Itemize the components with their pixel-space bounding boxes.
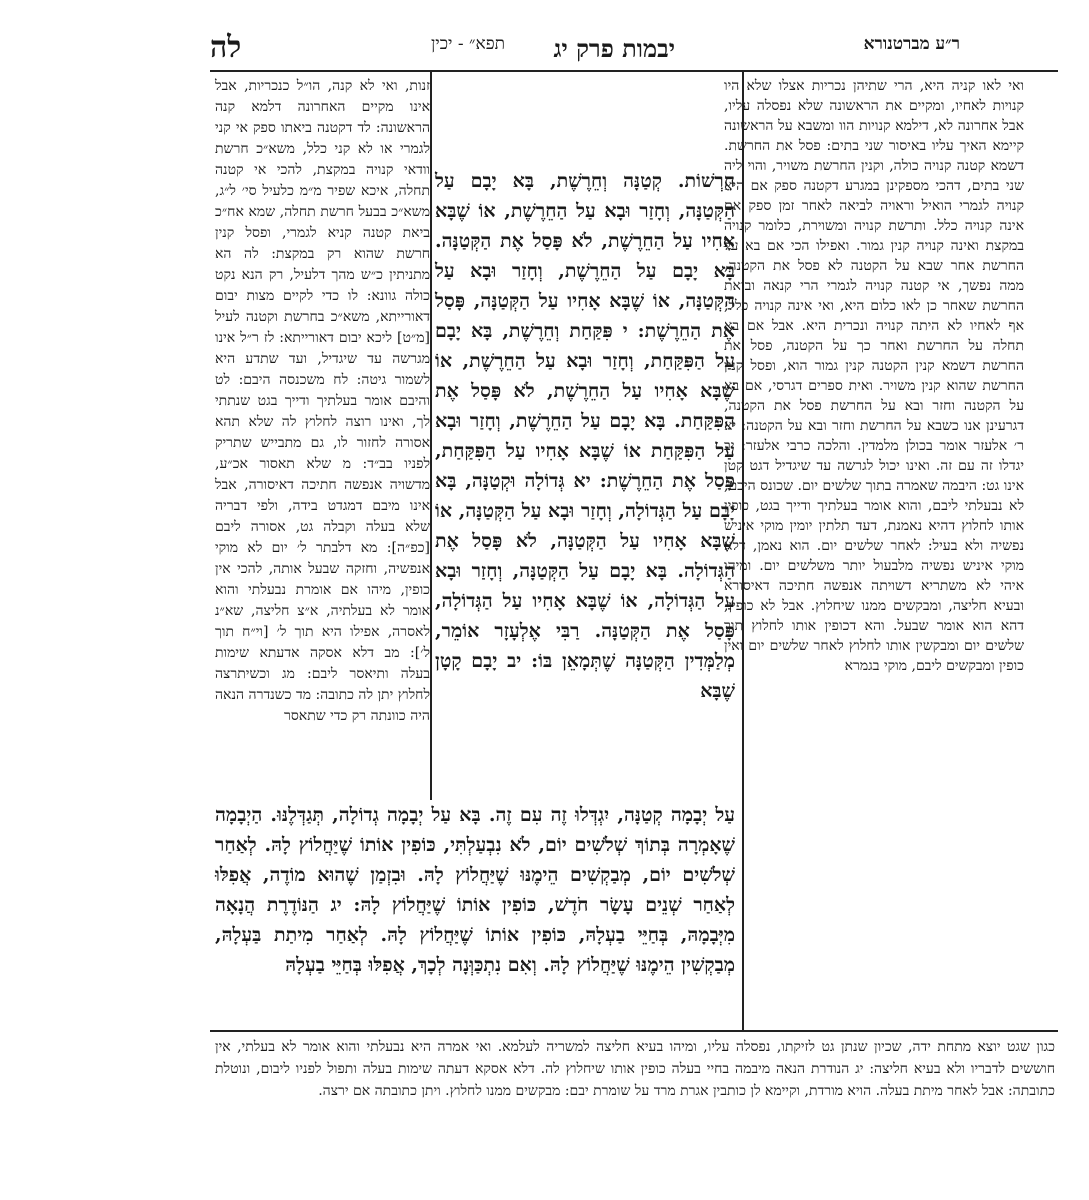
- mishnah-main-text: חֵרְשׁוֹת. קְטַנָּה וְחֵרֶשֶׁת, בָּא יָבָם עַל הַקְּטַנָּה, וְחָזַר וּבָא עַל הַחֵרֶשֶׁת, אוֹ שֶׁבָּא אָחִיו עַל הַחֵרֶשֶׁת, לֹא פָּסַל אֶת הַקְּטַנָּה. בָּא יָבָם עַל הַחֵרֶשֶׁת, וְחָזַר וּבָא עַל הַקְּטַנָּה, אוֹ שֶׁבָּא אָחִיו עַל הַקְּטַנָּה, פָּסַל אֶת הַחֵרֶשֶׁת: י פִּקַּחַת וְחֵרֶשֶׁת, בָּא יָבָם עַל הַפִּקַּחַת, וְחָזַר וּבָא עַל הַחֵרֶשֶׁת, אוֹ שֶׁבָּא אָחִיו עַל הַחֵרֶשֶׁת, לֹא פָּסַל אֶת הַפִּקַּחַת. בָּא יָבָם עַל הַחֵרֶשֶׁת, וְחָזַר וּבָא עַל הַפִּקַּחַת אוֹ שֶׁבָּא אָחִיו עַל הַפִּקַּחַת, פָּסַל אֶת הַחֵרֶשֶׁת: יא גְּדוֹלָה וּקְטַנָּה, בָּא יָבָם עַל הַגְּדוֹלָה, וְחָזַר וּבָא עַל הַקְּטַנָּה, אוֹ שֶׁבָּא אָחִיו עַל הַקְּטַנָּה, לֹא פָּסַל אֶת הַגְּדוֹלָה. בָּא יָבָם עַל הַקְּטַנָּה, וְחָזַר וּבָא עַל הַגְּדוֹלָה, אוֹ שֶׁבָּא אָחִיו עַל הַגְּדוֹלָה, פָּסַל אֶת הַקְּטַנָּה. רַבִּי אֶלְעָזָר אוֹמֵר, מְלַמְּדִין הַקְּטַנָּה שֶׁתְּמָאֵן בּוֹ: יב יָבָם קָטָן שֶׁבָּא: [435, 170, 735, 702]
- tractate-chapter-title: יבמות פרק יג: [553, 34, 675, 63]
- bottom-rule: [210, 1030, 1058, 1032]
- commentary-left-text: זנות, ואי לא קנה, הו״ל כנכריות, אבל אינו מקיים האחרונה דלמא קנה הראשונה: לד דקטנה ביאתו ספק אי קני לגמרי או לא קני כלל, משא״כ חרשת וודאי קנויה במקצת, להכי אי קטנה תחלה, איכא שפיר מ״מ כלעיל סי׳ ל״ג, משא״כ בבעל חרשת תחלה, שמא אח״כ ביאת קטנה קניא לגמרי, ופסל קנין חרשת שהוא רק במקצת: לה הא מתניתין כ״ש מהך דלעיל, רק הנא נקט כולה גוונא: לו כדי לקיים מצות יבום דאורייתא, משא״כ בחרשת וקטנה לעיל [מ״ט] ליכא יבום דאורייתא: לז ר״ל אינו מגרשה עד שיגדיל, ועד שתדע היא לשמור גיטה: לח משכנסה היבם: לט והיבם אומר בעלתיך ודייך בגט שנתתי לך, ואינו רוצה לחלוץ לה שלא תהא אסורה לחזור לו, גם מתבייש שתריק לפניו בב״ד: מ שלא תאסור אכ״ע, מדשויה אנפשה חתיכה דאיסורה, אבל אינו מיבם דמגדט בידה, ולפי דבריה שלא בעלה וקבלה גט, אסורה ליבם [כפ״ה]: מא דלבתר ל׳ יום לא מוקי אנפשיה, וחזקה שבעל אותה, להכי אין כופין, מיהו אם אומרת נבעלתי והוא אומר לא בעלתיה, א״צ חליצה, שא״נ לאסרה, אפילו היא תוך ל׳ [וי״ח תוך ל׳]: מב דלא אסקה אדעתא שימות בעלה ותיאסר ליבם: מג וכשיתרצה לחלוץ יתן לה כתובה: מד כשנדרה הנאה היה כוונתה רק כדי שתאסר: [215, 78, 430, 724]
- commentary-right-text: ואי לאו קניה היא, הרי שתיהן נכריות אצלו שלא היו קנויות לאחיו, ומקיים את הראשונה שלא נפסלה עליו, אבל אחרונה לא, דילמא קנויות הוו ומשבא על הראשונה קיימא האיך עליו באיסור שני בתים: פסל את החרשת. דשמא קטנה קנויה כולה, וקנין החרשת משויר, והוי ליה שני בתים, דהכי מספקינן במגרע דקטנה ספק אם היא קנויה לגמרי הואיל וראויה לביאה לאחר זמן ספק אם אינה קנויה כלל. ותרשת קנויה ומשוירת, כלומר קנויה במקצת ואינה קנויה קנין גמור. ואפילו הכי אם בא על החרשת אחר שבא על הקטנה לא פסל את הקטנה, ממה נפשך, אי קטנה קנויה לגמרי הרי קנאה וביאת החרשת שאחר כן לאו כלום היא, ואי אינה קנויה כלל, אף לאחיו לא היתה קנויה ונכרית היא. אבל אם בא תחלה על החרשת ואחר כך על הקטנה, פסל את החרשת דשמא קנין הקטנה קנין גמור הוא, ופסל קנין החרשת שהוא קנין משויר. ואית ספרים דגרסי, אם בא על הקטנה וחזר ובא על החרשת פסל את הקטנה, דגרעינן אנו כשבא על החרשת וחזר ובא על הקטנה: יא ר׳ אלעזר אומר בכולן מלמדין. והלכה כרבי אלעזר: יב יגדלו זה עם זה. ואינו יכול לגרשה עד שיגדיל דגט קטן אינו גט: היבמה שאמרה בתוך שלשים יום. שכונס היבם, לא נבעלתי ליבם, והוא אומר בעלתיך ודייך בגט, כופין אותו לחלוץ דהיא נאמנת, דעד תלתין יומין מוקי איניש נפשיה ולא בעיל: לאחר שלשים יום. הוא נאמן, דלא מוקי איניש נפשיה מלבעול יותר משלשים יום. ומיהו איהי לא משתריא דשויתה אנפשה חתיכה דאיסורא ובעיא חליצה, ומבקשים ממנו שיחלוץ. אבל לא כופין, דהא הוא אומר שבעל. והא דכופין אותו לחלוץ תוך שלשים יום ומבקשין אותו לחלוץ לאחר שלשים יום ואין כופין ומבקשים ליבם, מוקי בגמרא: [724, 78, 1024, 674]
- page-numbers: תפא״ - יכין: [430, 34, 505, 54]
- commentary-left-column: [215, 76, 430, 727]
- commentary-bottom: [215, 1036, 1055, 1102]
- mishnah-continuation-text: עַל יְבָמָה קְטַנָּה, יִגְדְּלוּ זֶה עִם זֶה. בָּא עַל יְבָמָה גְדוֹלָה, תְּגַדְּלֶנּוּ. הַיְבָמָה שֶׁאָמְרָה בְּתוֹךְ שְׁלֹשִׁים יוֹם, לֹא נִבְעַלְתִּי, כּוֹפִין אוֹתוֹ שֶׁיַּחֲלוֹץ לָהּ. לְאַחַר שְׁלֹשִׁים יוֹם, מְבַקְשִׁים הֵימֶנּוּ שֶׁיַּחֲלוֹץ לָהּ. וּבִזְמַן שֶׁהוּא מוֹדֶה, אֲפִלּוּ לְאַחַר שְׁנֵים עָשָׂר חֹדֶשׁ, כּוֹפִין אוֹתוֹ שֶׁיַּחֲלוֹץ לָהּ: יג הַנּוֹדֶרֶת הֲנָאָה מִיְּבָמָהּ, בְּחַיֵּי בַעְלָהּ, כּוֹפִין אוֹתוֹ שֶׁיַּחֲלוֹץ לָהּ. לְאַחַר מִיתַת בַּעְלָהּ, מְבַקְשִׁין הֵימֶנּוּ שֶׁיַּחֲלוֹץ לָהּ. וְאִם נִתְכַּוְּנָה לְכָךְ, אֲפִלּוּ בְּחַיֵּי בַעְלָהּ: [215, 804, 735, 976]
- commentary-title: ר״ע מברטנורא: [863, 34, 960, 54]
- commentary-right-column: [724, 76, 1024, 676]
- commentary-bottom-text: כגון שגט יוצא מתחת ידה, שכיון שנתן גט לזיקתו, נפסלה עליו, ומיהו בעיא חליצה למשריה לעלמא. ואי אמרה היא נבעלתי והוא אומר לא בעלתי, אין חוששים לדבריו ולא בעיא חליצה: יג הנודרת הנאה מיבמה בחיי בעלה כופין אותו שיחלוץ לה. דלא אסקא דעתה שימות בעלה ותפול לפניו ליבום, ונוטלת כתובתה: אבל לאחר מיתת בעלה. הויא מורדת, וקיימא לן כותבין אגרת מרד על שומרת יבם: מבקשים ממנו לחלוץ. ויתן כתובתה אם ירצה.: [215, 1039, 1056, 1099]
- header-rule: [210, 70, 1058, 72]
- page-header: [200, 34, 960, 74]
- mishnah-continuation: [215, 800, 735, 980]
- folio-number: לה: [210, 30, 242, 65]
- mishnah-main-column: [435, 166, 735, 706]
- column-divider-left: [430, 70, 432, 800]
